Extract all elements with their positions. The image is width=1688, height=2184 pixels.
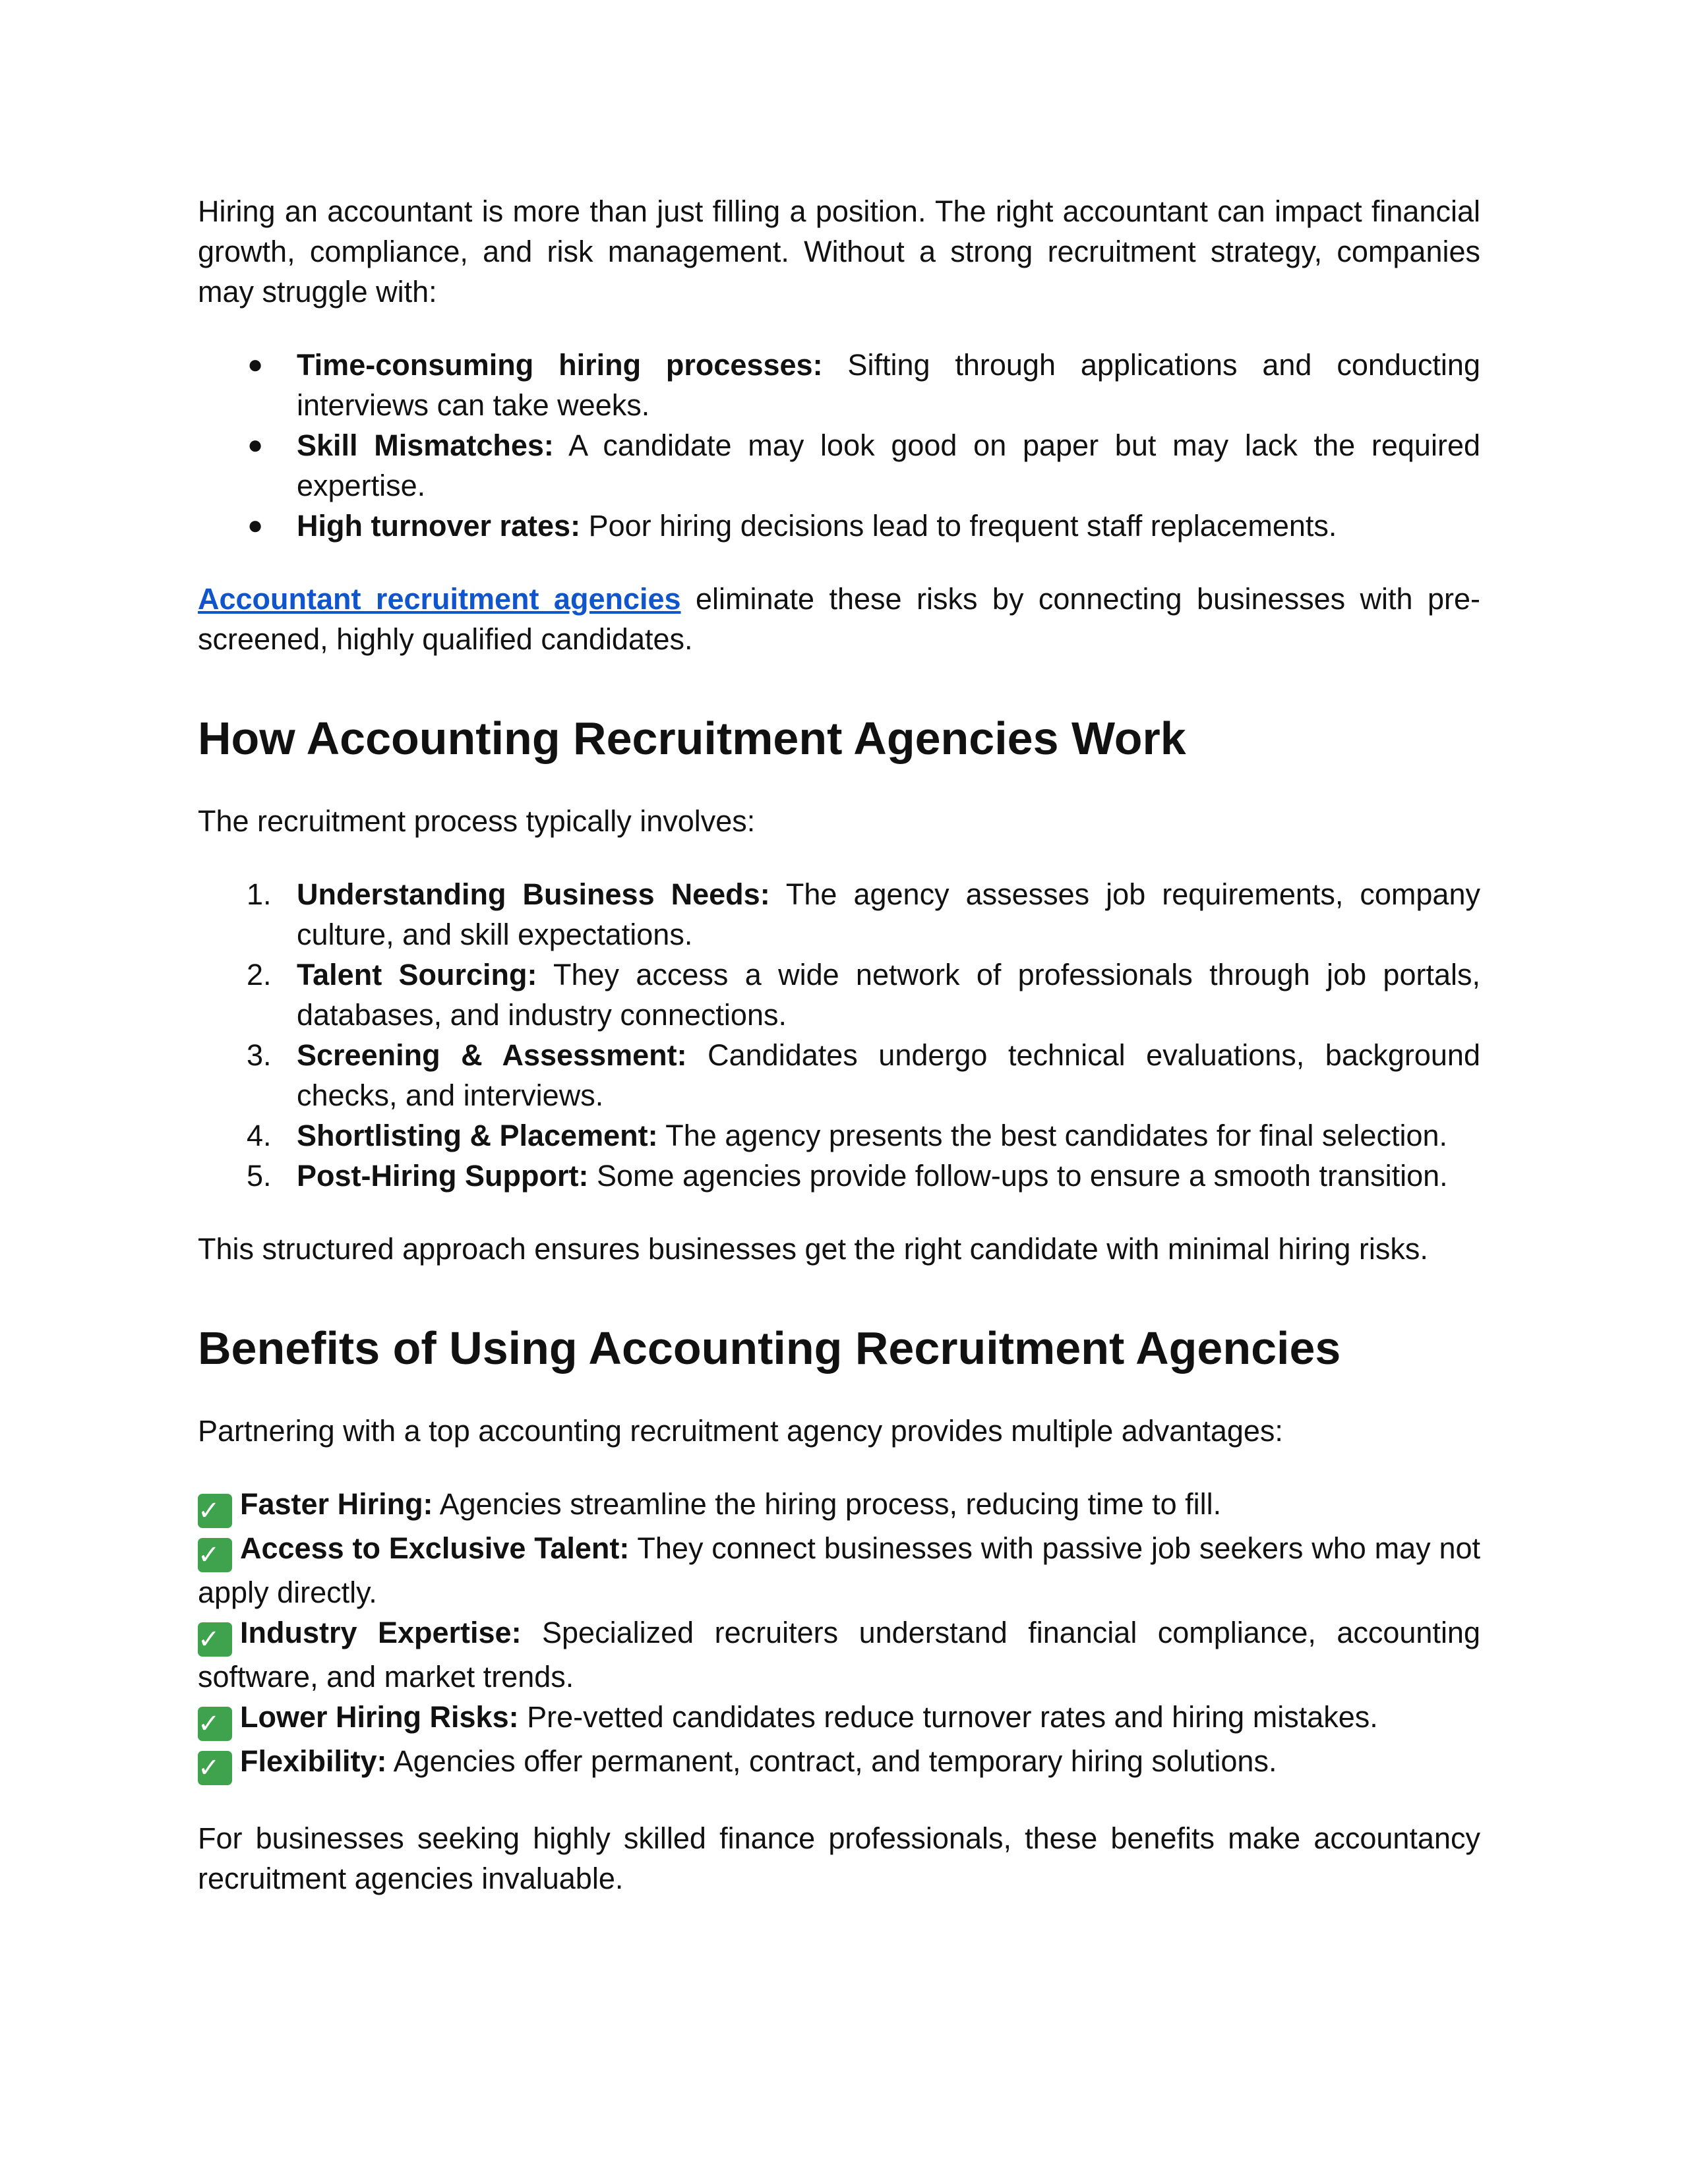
list-item-text: Some agencies provide follow-ups to ensure a smooth transition.: [588, 1159, 1448, 1193]
list-item-text: A candidate may look good on paper but may lack the required expertise.: [297, 428, 1480, 502]
list-item-title: High turnover rates:: [297, 509, 581, 543]
list-item-title: Shortlisting & Placement:: [297, 1119, 658, 1152]
challenges-list: [198, 345, 1480, 546]
list-item: [198, 1528, 1480, 1612]
section-benefits-closing: For businesses seeking highly skilled finance professionals, these benefits make accountancy recruitment agencies invaluable.: [198, 1821, 1480, 1895]
bullet-icon: ●: [247, 430, 264, 459]
bullet-icon: ●: [247, 511, 264, 540]
list-item-title: Industry Expertise:: [240, 1616, 522, 1649]
steps-list: [198, 874, 1480, 1196]
bullet-icon: ●: [247, 350, 264, 379]
list-item-title: Access to Exclusive Talent:: [240, 1531, 630, 1565]
list-item-title: Post-Hiring Support:: [297, 1159, 589, 1193]
list-item-title: Faster Hiring:: [240, 1487, 433, 1521]
list-item-title: Time-consuming hiring processes:: [297, 348, 823, 382]
list-item-text: Agencies streamline the hiring process, reducing time to fill.: [433, 1487, 1222, 1521]
section-how-lead: The recruitment process typically involves:: [198, 804, 756, 838]
benefits-list: [198, 1484, 1480, 1785]
list-item: [198, 1612, 1480, 1697]
list-item: [198, 874, 1480, 955]
check-mark-icon: ✓: [198, 1707, 232, 1741]
list-item-title: Flexibility:: [240, 1744, 387, 1778]
list-item: [198, 506, 1480, 546]
list-item: [198, 955, 1480, 1035]
accountant-recruitment-agencies-link[interactable]: Accountant recruitment agencies: [198, 582, 681, 616]
step-number: 5.: [247, 1159, 272, 1193]
list-item-text: Pre-vetted candidates reduce turnover rates and hiring mistakes.: [518, 1700, 1378, 1734]
document-page: [198, 191, 1480, 1899]
list-item-text: The agency presents the best candidates for final selection.: [657, 1119, 1447, 1152]
list-item-title: Lower Hiring Risks:: [240, 1700, 519, 1734]
list-item-text: They connect businesses with passive job seekers who may not apply directly.: [198, 1531, 1480, 1609]
list-item-text: Agencies offer permanent, contract, and temporary hiring solutions.: [386, 1744, 1277, 1778]
step-number: 1.: [247, 877, 272, 911]
check-mark-icon: ✓: [198, 1494, 232, 1528]
step-number: 2.: [247, 958, 272, 991]
section-heading-how: How Accounting Recruitment Agencies Work: [198, 713, 1186, 764]
list-item: [198, 1484, 1480, 1528]
check-mark-icon: ✓: [198, 1622, 232, 1657]
agencies-paragraph: [198, 579, 1480, 659]
step-number: 3.: [247, 1038, 272, 1072]
list-item-text: Specialized recruiters understand financial compliance, accounting software, and market trends.: [198, 1616, 1480, 1694]
intro-paragraph: Hiring an accountant is more than just filling a position. The right accountant can impact financial growth, compliance, and risk management. Without a strong recruitment strategy, companies may struggle with:: [198, 194, 1480, 309]
list-item: [198, 345, 1480, 425]
list-item-title: Understanding Business Needs:: [297, 877, 770, 911]
section-benefits-lead: Partnering with a top accounting recruitment agency provides multiple advantages:: [198, 1414, 1283, 1448]
check-mark-icon: ✓: [198, 1751, 232, 1785]
list-item-title: Screening & Assessment:: [297, 1038, 687, 1072]
list-item-text: Poor hiring decisions lead to frequent staff replacements.: [580, 509, 1337, 543]
list-item-text: Sifting through applications and conducting interviews can take weeks.: [297, 348, 1480, 422]
list-item-title: Talent Sourcing:: [297, 958, 537, 991]
list-item: [198, 1741, 1480, 1785]
step-number: 4.: [247, 1119, 272, 1152]
check-mark-icon: ✓: [198, 1538, 232, 1572]
section-how-closing: This structured approach ensures businesses get the right candidate with minimal hiring risks.: [198, 1232, 1428, 1266]
list-item: [198, 1697, 1480, 1741]
section-heading-benefits: Benefits of Using Accounting Recruitment Agencies: [198, 1322, 1341, 1374]
list-item-title: Skill Mismatches:: [297, 428, 554, 462]
list-item-text: The agency assesses job requirements, company culture, and skill expectations.: [297, 877, 1480, 951]
list-item-text: They access a wide network of professionals through job portals, databases, and industry connections.: [297, 958, 1480, 1032]
list-item: [198, 1156, 1480, 1196]
list-item-text: Candidates undergo technical evaluations, background checks, and interviews.: [297, 1038, 1480, 1112]
list-item: [198, 1115, 1480, 1156]
list-item: [198, 1035, 1480, 1115]
agencies-paragraph-text: eliminate these risks by connecting businesses with pre-screened, highly qualified candidates.: [198, 582, 1481, 656]
list-item: [198, 425, 1480, 506]
